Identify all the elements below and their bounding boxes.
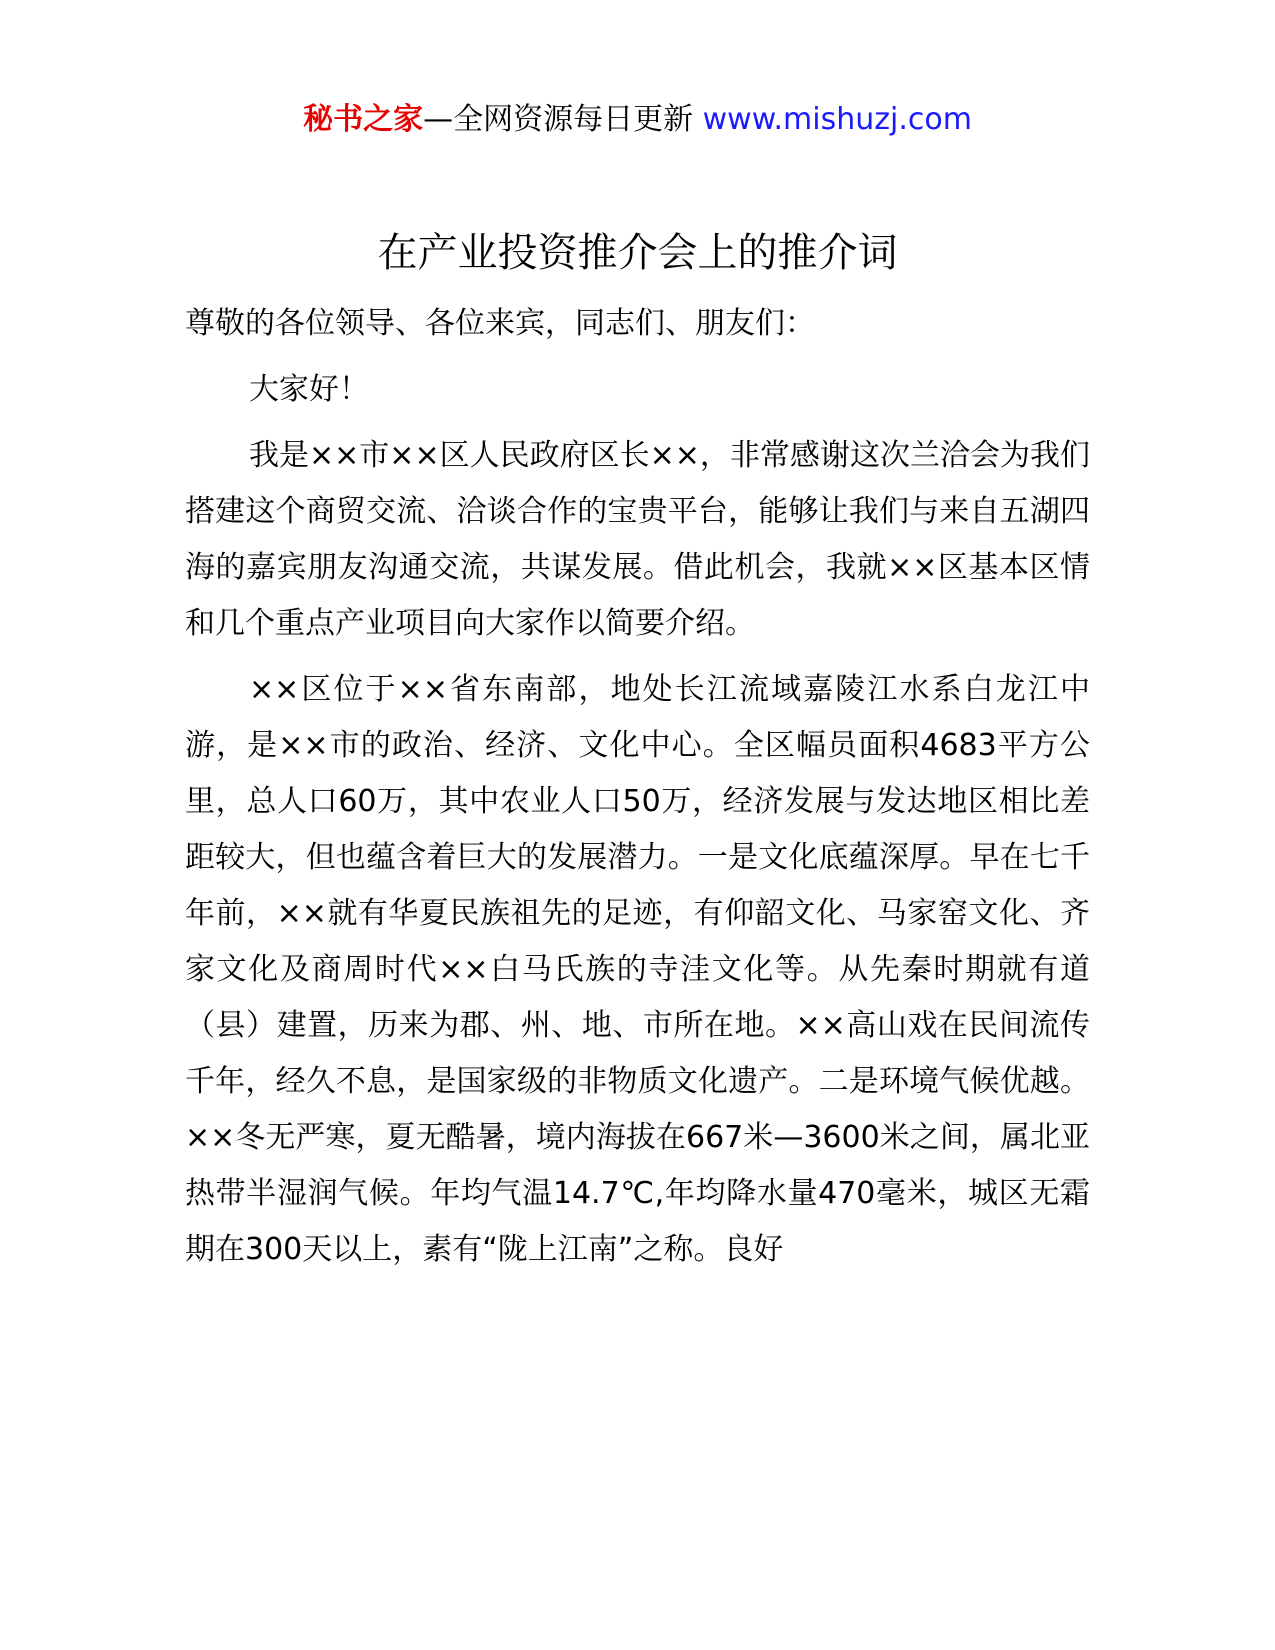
salutation: 尊敬的各位领导、各位来宾，同志们、朋友们： <box>185 306 815 341</box>
site-header <box>0 100 1275 140</box>
paragraph-district-overview: ××区位于××省东南部，地处长江流域嘉陵江水系白龙江中游，是××市的政治、经济、文化中心。全区幅员面积4683平方公里，总人口60万，其中农业人口50万，经济发展与发达地区相比差距较大，但也蕴含着巨大的发展潜力。一是文化底蕴深厚。早在七千年前，××就有华夏民族祖先的足迹，有仰韶文化、马家窑文化、齐家文化及商周时代××白马氏族的寺洼文化等。从先秦时期就有道（县）建置，历来为郡、州、地、市所在地。××高山戏在民间流传千年，经久不息，是国家级的非物质文化遗产。二是环境气候优越。××冬无严寒，夏无酷暑，境内海拔在667米—3600米之间，属北亚热带半湿润气候。年均气温14.7℃,年均降水量470毫米，城区无霜期在300天以上，素有“陇上江南”之称。良好 <box>185 672 1090 1267</box>
paragraph-introduction: 我是××市××区人民政府区长××，非常感谢这次兰洽会为我们搭建这个商贸交流、洽谈合作的宝贵平台，能够让我们与来自五湖四海的嘉宾朋友沟通交流，共谋发展。借此机会，我就××区基本区情和几个重点产业项目向大家作以简要介绍。 <box>185 438 1090 641</box>
document-body <box>185 296 1090 1288</box>
document-title: 在产业投资推介会上的推介词 <box>377 230 898 276</box>
site-url-link[interactable]: www.mishuzj.com <box>702 102 972 137</box>
paragraph-greeting: 大家好！ <box>249 372 369 407</box>
site-tagline: —全网资源每日更新 <box>423 102 694 137</box>
site-brand: 秘书之家 <box>303 102 424 137</box>
